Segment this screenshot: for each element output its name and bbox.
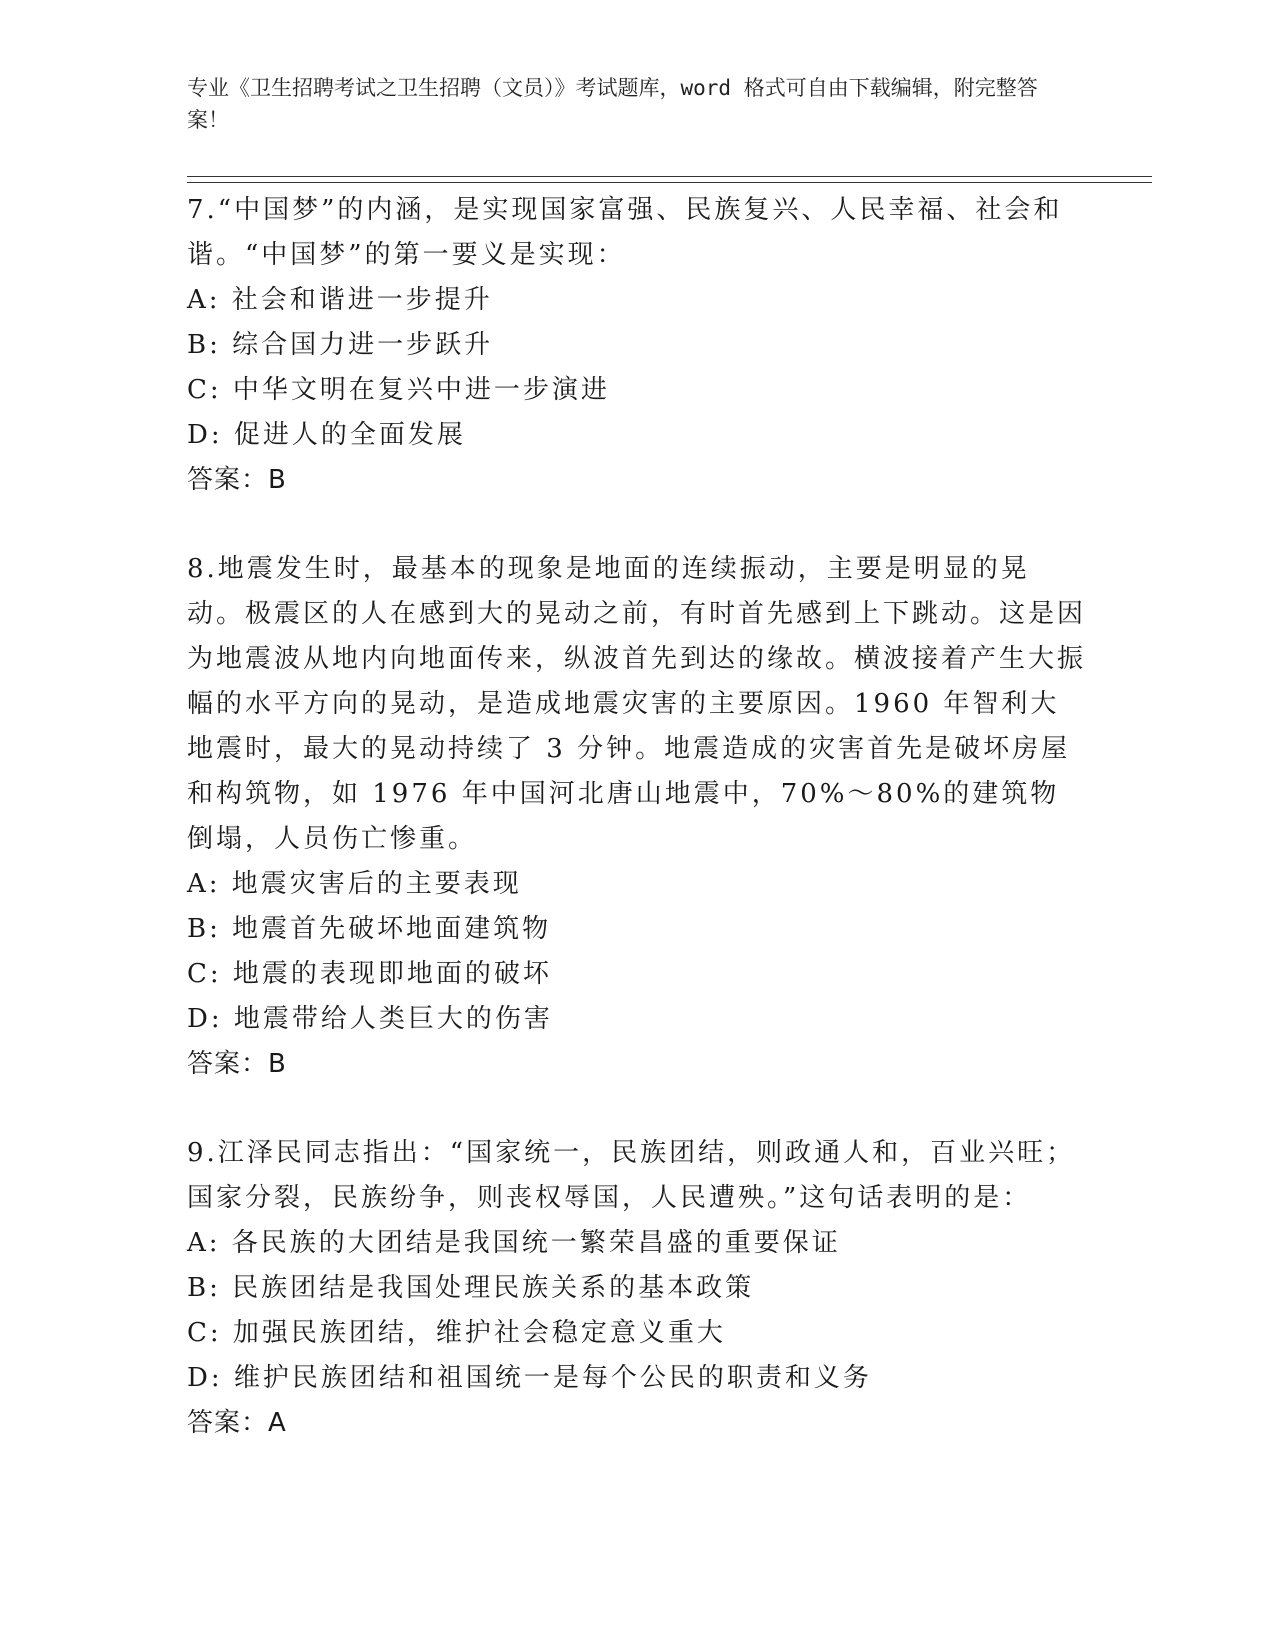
option-c: C: 加强民族团结，维护社会稳定意义重大 [187,1318,726,1348]
option-c: C: 地震的表现即地面的破坏 [187,959,552,989]
option-c: C: 中华文明在复兴中进一步演进 [187,375,610,405]
option-b: B: 综合国力进一步跃升 [187,330,494,360]
answer-label: 答案：B [187,1049,287,1079]
question-8 [187,547,1087,1087]
option-b: B: 民族团结是我国处理民族关系的基本政策 [187,1273,755,1303]
option-a: A: 地震灾害后的主要表现 [187,869,522,899]
document-header: 专业《卫生招聘考试之卫生招聘（文员）》考试题库，word 格式可自由下载编辑，附完整答案！ [187,76,1038,132]
question-9 [187,1131,1087,1446]
option-b: B: 地震首先破坏地面建筑物 [187,914,552,944]
question-spacer [187,1087,1087,1131]
question-list [187,188,1087,1446]
header-divider-top [187,176,1152,177]
question-stem: 9.江泽民同志指出：“国家统一，民族团结，则政通人和，百业兴旺；国家分裂，民族纷争，则丧权辱国，人民遭殃。”这句话表明的是： [187,1138,1076,1213]
option-a: A: 各民族的大团结是我国统一繁荣昌盛的重要保证 [187,1228,841,1258]
answer-label: 答案：B [187,465,287,495]
option-a: A: 社会和谐进一步提升 [187,285,493,315]
question-stem: 7.“中国梦”的内涵，是实现国家富强、民族复兴、人民幸福、社会和谐。“中国梦”的第一要义是实现： [187,195,1063,270]
option-d: D: 地震带给人类巨大的伤害 [187,1004,553,1034]
header-divider-bottom [187,182,1152,183]
option-d: D: 促进人的全面发展 [187,420,466,450]
question-7 [187,188,1087,503]
question-stem: 8.地震发生时，最基本的现象是地面的连续振动，主要是明显的晃动。极震区的人在感到大的晃动之前，有时首先感到上下跳动。这是因为地震波从地内向地面传来，纵波首先到达的缘故。横波接着产生大振幅的水平方向的晃动，是造成地震灾害的主要原因。1960 年智利大地震时，最大的晃动持续了 3 分钟。地震造成的灾害首先是破坏房屋和构筑物，如 1976 年中国河北唐山地震中，70%～80%的建筑物倒塌，人员伤亡惨重。 [187,554,1087,854]
question-spacer [187,503,1087,547]
option-d: D: 维护民族团结和祖国统一是每个公民的职责和义务 [187,1363,872,1393]
answer-label: 答案：A [187,1408,287,1438]
